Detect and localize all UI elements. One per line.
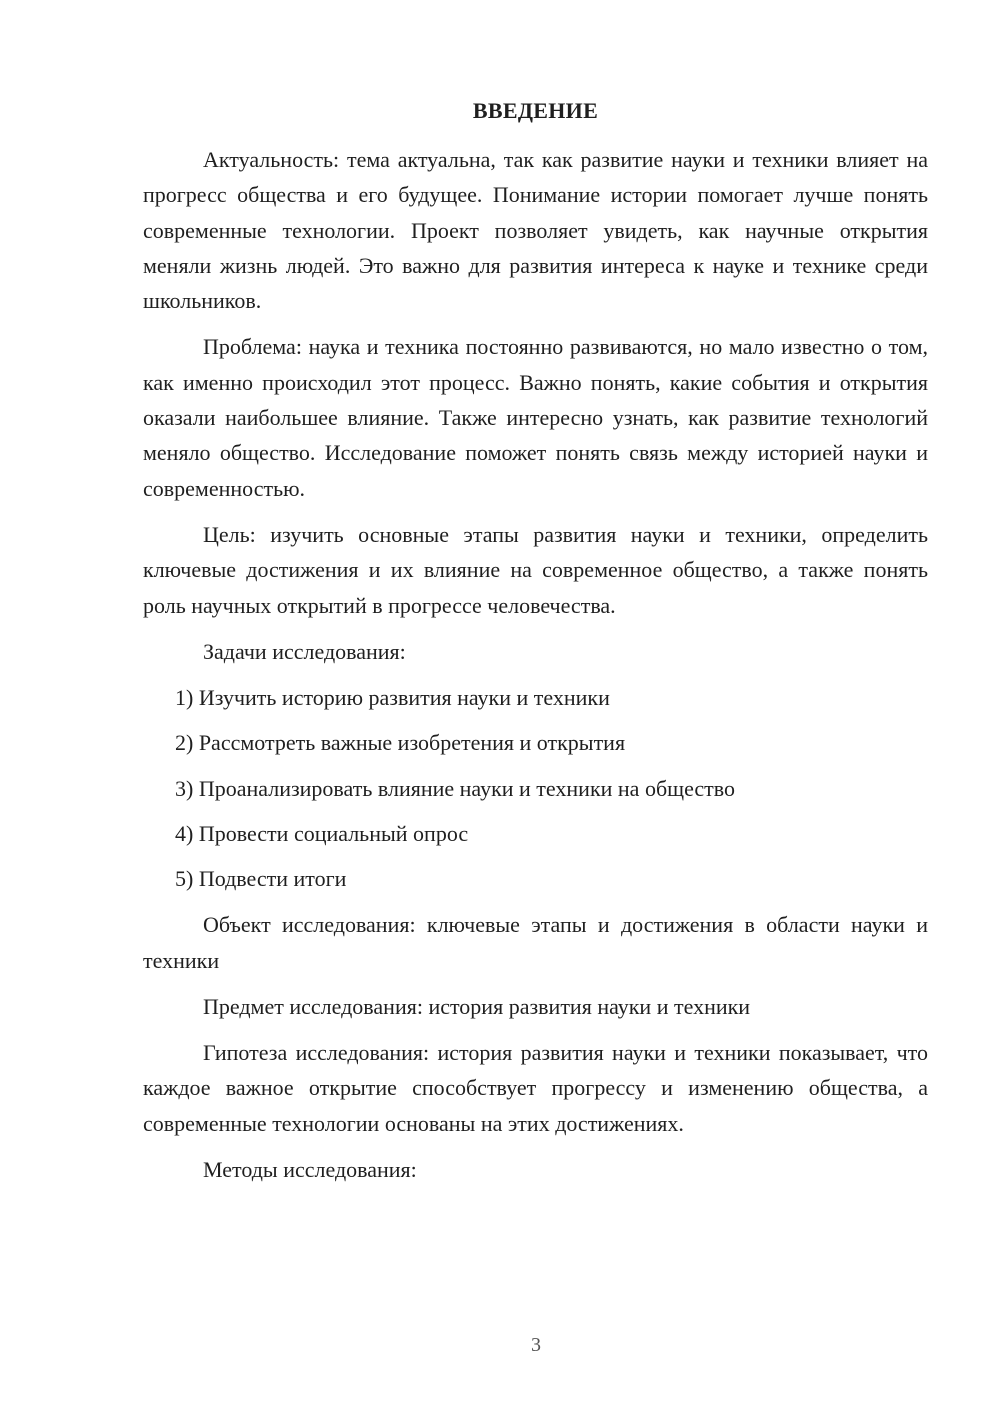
paragraph-object: Объект исследования: ключевые этапы и достижения в области науки и техники xyxy=(143,912,928,973)
paragraph-subject: Предмет исследования: история развития науки и техники xyxy=(203,993,751,1019)
tasks-list xyxy=(143,680,928,896)
task-item-5: 5) Подвести итоги xyxy=(175,865,347,891)
paragraph-relevance: Актуальность: тема актуальна, так как развитие науки и техники влияет на прогресс общества и его будущее. Понимание истории помогает лучше понять современные технологии. Проект позволяет увидеть, как научные открытия меняли жизнь людей. Это важно для развития интереса к науке и технике среди школьников. xyxy=(143,147,928,314)
page-number: 3 xyxy=(531,1334,541,1356)
paragraph-problem: Проблема: наука и техника постоянно развиваются, но мало известно о том, как именно происходил этот процесс. Важно понять, какие события и открытия оказали наибольшее влияние. Также интересно узнать, как развитие технологий меняло общество. Исследование поможет понять связь между историей науки и современностью. xyxy=(143,334,928,501)
methods-heading: Методы исследования: xyxy=(203,1156,417,1182)
paragraph-hypothesis: Гипотеза исследования: история развития науки и техники показывает, что каждое важное открытие способствует прогрессу и изменению общества, а современные технологии основаны на этих достижениях. xyxy=(143,1040,928,1136)
paragraph-goal: Цель: изучить основные этапы развития науки и техники, определить ключевые достижения и их влияние на современное общество, а также понять роль научных открытий в прогрессе человечества. xyxy=(143,521,928,618)
task-item-4: 4) Провести социальный опрос xyxy=(175,820,469,846)
tasks-heading: Задачи исследования: xyxy=(203,638,406,664)
document-body xyxy=(143,142,928,1198)
section-title: ВВЕДЕНИЕ xyxy=(472,98,599,123)
task-item-3: 3) Проанализировать влияние науки и техники на общество xyxy=(175,775,736,801)
task-item-1: 1) Изучить историю развития науки и техники xyxy=(175,685,610,711)
task-item-2: 2) Рассмотреть важные изобретения и открытия xyxy=(175,730,626,756)
